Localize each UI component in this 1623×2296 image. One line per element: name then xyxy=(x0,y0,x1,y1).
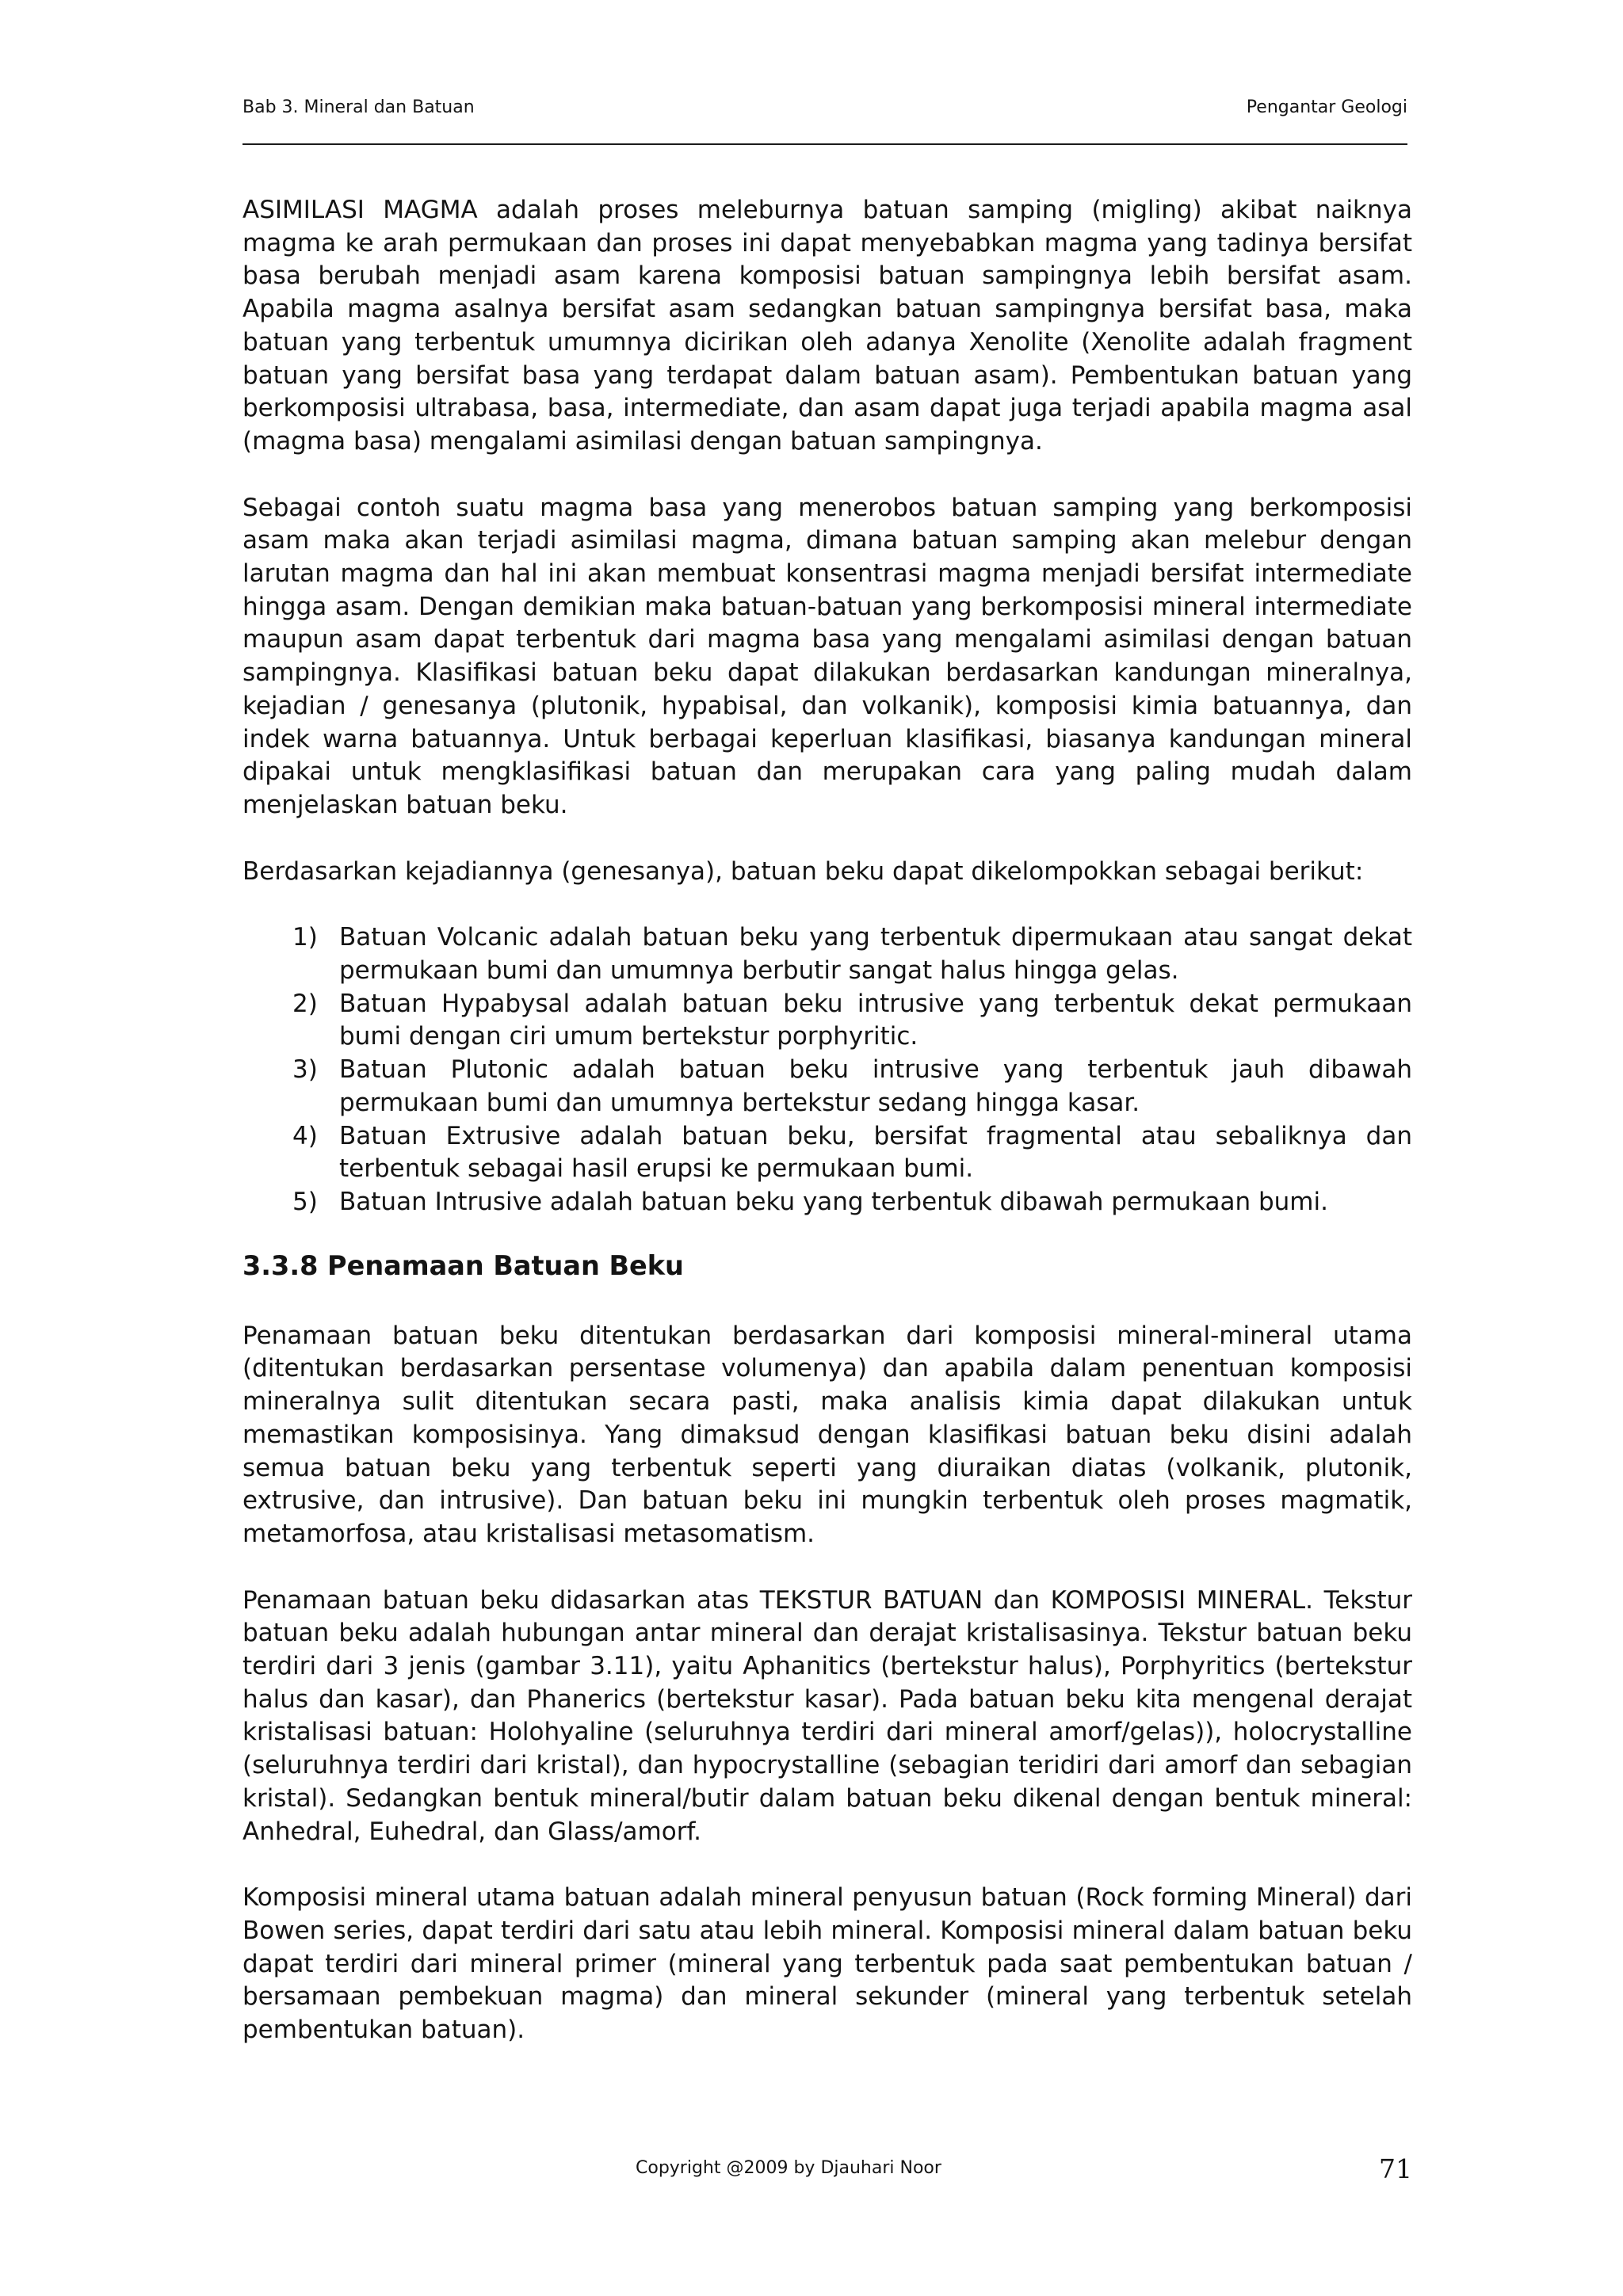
list-item-text: Batuan Intrusive adalah batuan beku yang terbentuk dibawah permukaan bumi. xyxy=(339,1187,1328,1216)
paragraph-contoh-asimilasi: Sebagai contoh suatu magma basa yang menerobos batuan samping yang berkomposisi asam maka akan terjadi asimilasi magma, dimana batuan samping akan melebur dengan larutan magma dan hal ini akan membuat konsentrasi magma menjadi bersifat intermediate hingga asam. Dengan demikian maka batuan-batuan yang berkomposisi mineral intermediate maupun asam dapat terbentuk dari magma basa yang mengalami asimilasi dengan batuan sampingnya. Klasifikasi batuan beku dapat dilakukan berdasarkan kandungan mineralnya, kejadian / genesanya (plutonik, hypabisal, dan volkanik), komposisi kimia batuannya, dan indek warna batuannya. Untuk berbagai keperluan klasifikasi, biasanya kandungan mineral dipakai untuk mengklasifikasi batuan dan merupakan cara yang paling mudah dalam menjelaskan batuan beku. xyxy=(242,493,1412,819)
page-footer xyxy=(242,2153,1412,2193)
section-heading: 3.3.8 Penamaan Batuan Beku xyxy=(242,1249,684,1281)
book-title: Pengantar Geologi xyxy=(1246,97,1407,117)
list-item-number: 2) xyxy=(292,989,318,1018)
list-item-text: Batuan Extrusive adalah batuan beku, bersifat fragmental atau sebaliknya dan terbentuk sebagai hasil erupsi ke permukaan bumi. xyxy=(339,1121,1412,1184)
genesis-list xyxy=(242,921,1412,1219)
list-item-text: Batuan Hypabysal adalah batuan beku intrusive yang terbentuk dekat permukaan bumi dengan ciri umum bertekstur porphyritic. xyxy=(339,989,1412,1051)
paragraph-komposisi-mineral: Komposisi mineral utama batuan adalah mineral penyusun batuan (Rock forming Mineral) dari Bowen series, dapat terdiri dari satu atau lebih mineral. Komposisi mineral dalam batuan beku dapat terdiri dari mineral primer (mineral yang terbentuk pada saat pembentukan batuan / bersamaan pembekuan magma) dan mineral sekunder (mineral yang terbentuk setelah pembentukan batuan). xyxy=(242,1883,1412,2045)
list-item-number: 1) xyxy=(292,923,318,952)
list-item-number: 5) xyxy=(292,1187,318,1216)
list-item-text: Batuan Volcanic adalah batuan beku yang terbentuk dipermukaan atau sangat dekat permukaan bumi dan umumnya berbutir sangat halus hingga gelas. xyxy=(339,923,1412,986)
list-item xyxy=(242,988,1412,1054)
page-body xyxy=(242,194,1412,2047)
paragraph-asimilasi-magma: ASIMILASI MAGMA adalah proses meleburnya batuan samping (migling) akibat naiknya magma ke arah permukaan dan proses ini dapat menyebabkan magma yang tadinya bersifat basa berubah menjadi asam karena komposisi batuan sampingnya lebih bersifat asam. Apabila magma asalnya bersifat asam sedangkan batuan sampingnya bersifat basa, maka batuan yang terbentuk umumnya dicirikan oleh adanya Xenolite (Xenolite adalah fragment batuan yang bersifat basa yang terdapat dalam batuan asam). Pembentukan batuan yang berkomposisi ultrabasa, basa, intermediate, dan asam dapat juga terjadi apabila magma asal (magma basa) mengalami asimilasi dengan batuan sampingnya. xyxy=(242,196,1412,456)
header-divider xyxy=(242,143,1407,145)
paragraph-list-intro: Berdasarkan kejadiannya (genesanya), batuan beku dapat dikelompokkan sebagai berikut: xyxy=(242,856,1364,886)
list-item xyxy=(242,1120,1412,1186)
paragraph-tekstur-batuan: Penamaan batuan beku didasarkan atas TEKSTUR BATUAN dan KOMPOSISI MINERAL. Tekstur batuan beku adalah hubungan antar mineral dan derajat kristalisasinya. Tekstur batuan beku terdiri dari 3 jenis (gambar 3.11), yaitu Aphanitics (bertekstur halus), Porphyritics (bertekstur halus dan kasar), dan Phanerics (bertekstur kasar). Pada batuan beku kita mengenal derajat kristalisasi batuan: Holohyaline (seluruhnya terdiri dari mineral amorf/gelas)), holocrystalline (seluruhnya terdiri dari kristal), dan hypocrystalline (sebagian teridiri dari amorf dan sebagian kristal). Sedangkan bentuk mineral/butir dalam batuan beku dikenal dengan bentuk mineral: Anhedral, Euhedral, dan Glass/amorf. xyxy=(242,1585,1412,1846)
page-header xyxy=(242,93,1407,141)
list-item-number: 3) xyxy=(292,1055,318,1085)
chapter-title: Bab 3. Mineral dan Batuan xyxy=(242,97,475,117)
list-item-number: 4) xyxy=(292,1121,318,1150)
list-item xyxy=(242,1186,1412,1219)
paragraph-penamaan-batuan: Penamaan batuan beku ditentukan berdasarkan dari komposisi mineral-mineral utama (ditentukan berdasarkan persentase volumenya) dan apabila dalam penentuan komposisi mineralnya sulit ditentukan secara pasti, maka analisis kimia dapat dilakukan untuk memastikan komposisinya. Yang dimaksud dengan klasifikasi batuan beku disini adalah semua batuan beku yang terbentuk seperti yang diuraikan diatas (volkanik, plutonik, extrusive, dan intrusive). Dan batuan beku ini mungkin terbentuk oleh proses magmatik, metamorfosa, atau kristalisasi metasomatism. xyxy=(242,1321,1412,1548)
list-item xyxy=(242,1054,1412,1119)
list-item-text: Batuan Plutonic adalah batuan beku intrusive yang terbentuk jauh dibawah permukaan bumi dan umumnya bertekstur sedang hingga kasar. xyxy=(339,1055,1412,1117)
copyright-notice: Copyright @2009 by Djauhari Noor xyxy=(636,2158,941,2178)
page-number: 71 xyxy=(1379,2153,1412,2184)
list-item xyxy=(242,921,1412,987)
